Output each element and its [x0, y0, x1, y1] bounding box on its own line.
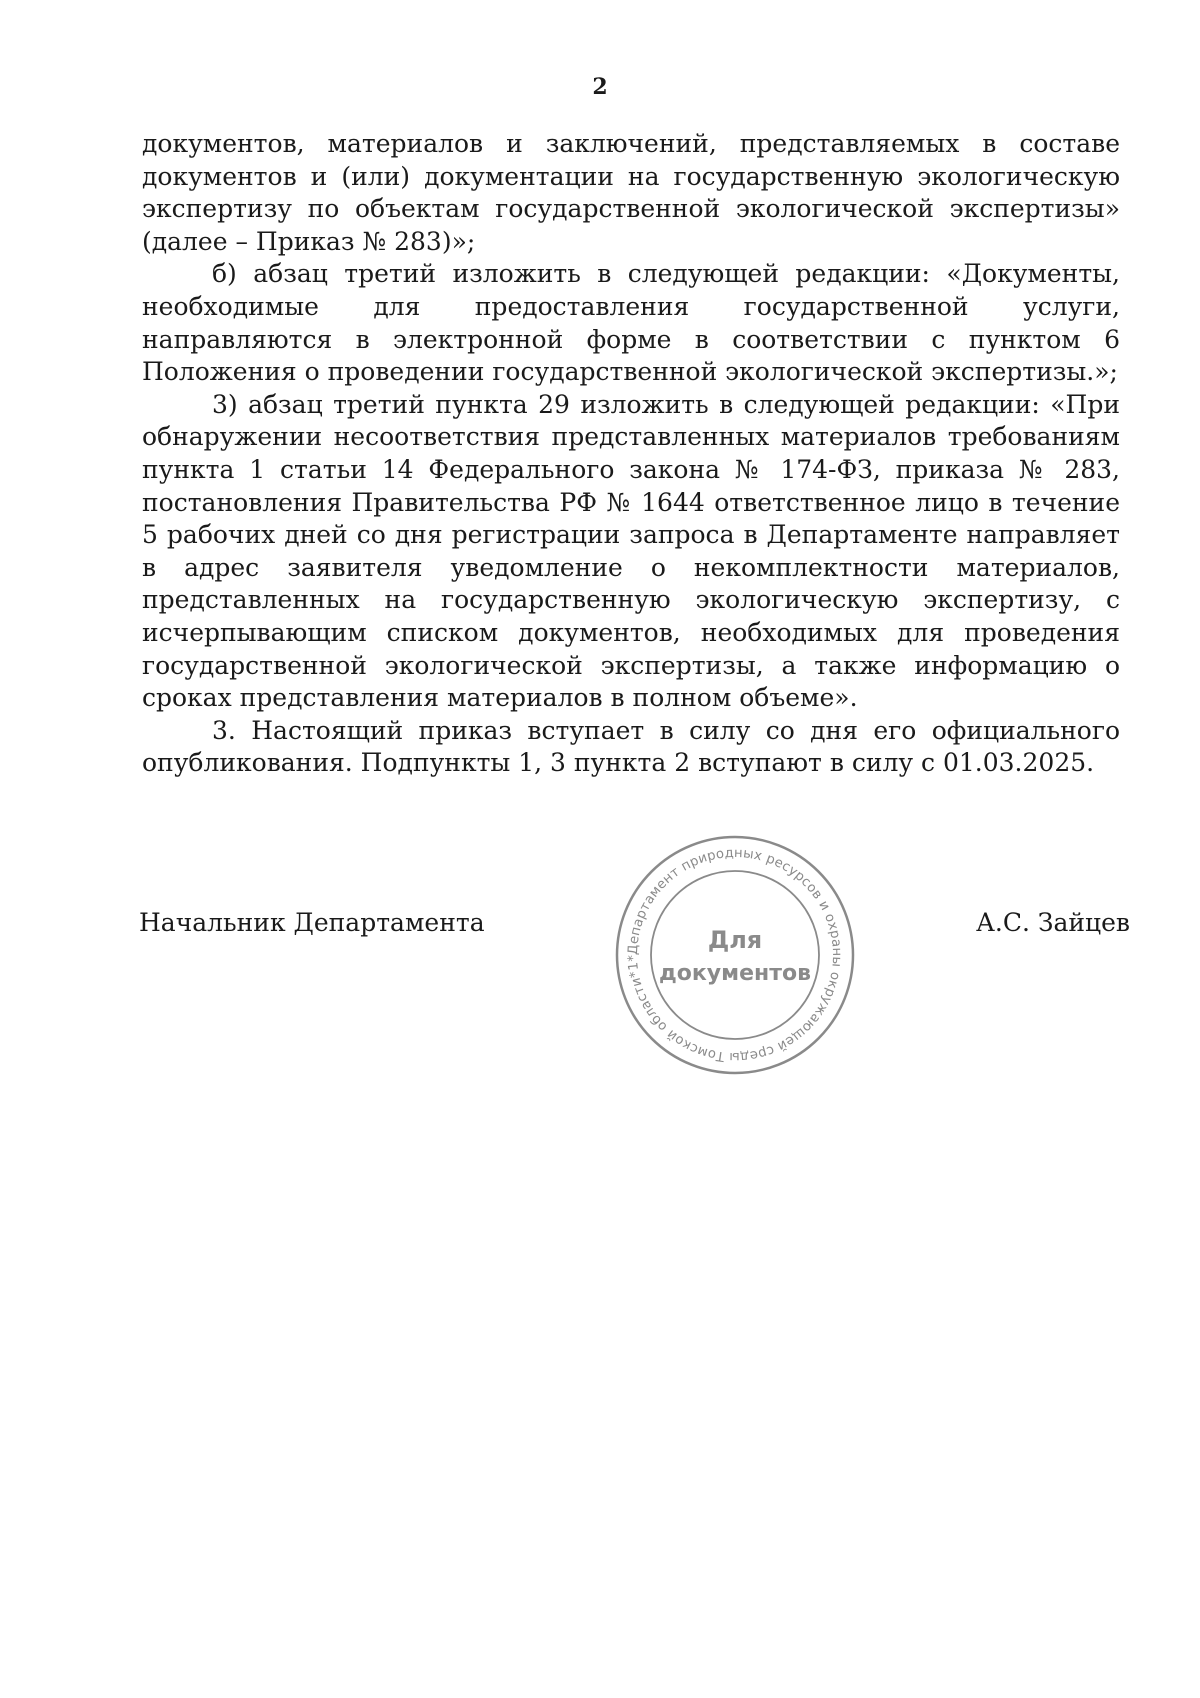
stamp-inner-ring: [651, 871, 819, 1039]
signature-block: [0, 908, 1200, 948]
stamp-center-line-2: документов: [658, 961, 812, 986]
paragraph-subitem-b: б) абзац третий изложить в следующей редакции: «Документы, необходимые для предоставления государственной услуги, направляются в электронной форме в соответствии с пунктом 6 Положения о проведении государственной экологической экспертизы.»;: [142, 259, 1120, 387]
paragraph-continuation: документов, материалов и заключений, представляемых в составе документов и (или) документации на государственную экологическую экспертизу по объектам государственной экологической экспертизы» (далее – Приказ № 283)»;: [142, 129, 1120, 256]
document-body: [142, 128, 1120, 780]
paragraph-subitem-3: 3) абзац третий пункта 29 изложить в следующей редакции: «При обнаружении несоответствия представленных материалов требованиям пункта 1 статьи 14 Федерального закона № 174-ФЗ, приказа № 283, постановления Правительства РФ № 1644 ответственное лицо в течение 5 рабочих дней со дня регистрации запроса в Департаменте направляет в адрес заявителя уведомление о некомплектности материалов, представленных на государственную экологическую экспертизу, с исчерпывающим списком документов, необходимых для проведения государственной экологической экспертизы, а также информацию о сроках представления материалов в полном объеме».: [142, 389, 1120, 713]
stamp-ring-textpath: Департамент природных ресурсов и охраны окружающей среды Томской области*1*: [625, 845, 845, 1065]
official-stamp: [610, 830, 860, 1080]
stamp-ring-text: [626, 846, 844, 1064]
page-number: 2: [592, 74, 608, 100]
paragraph-item-3: 3. Настоящий приказ вступает в силу со дня его официального опубликования. Подпункты 1, 3 пункта 2 вступают в силу с 01.03.2025.: [142, 715, 1120, 778]
stamp-center-line-1: Для: [707, 926, 763, 954]
signer-title: Начальник Департамента: [139, 908, 485, 937]
stamp-outer-ring: [617, 837, 853, 1073]
stamp-seal-icon: [610, 830, 860, 1080]
signer-name: А.С. Зайцев: [976, 908, 1130, 937]
